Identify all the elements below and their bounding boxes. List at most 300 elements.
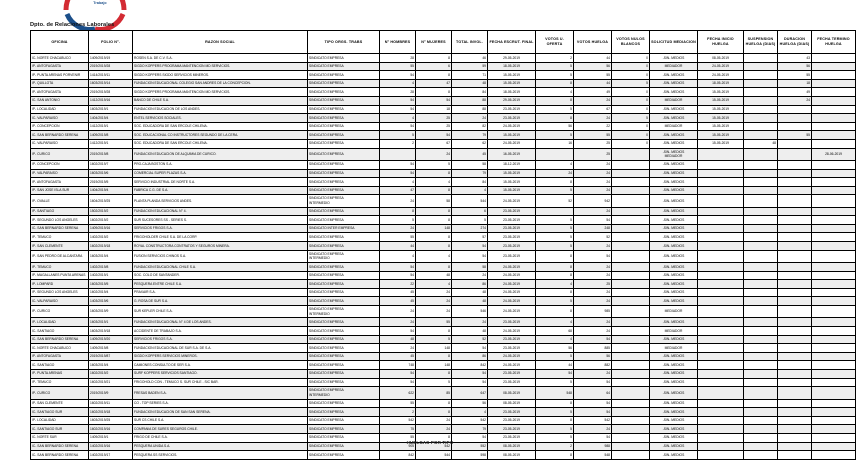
cell-nulos: 0 (612, 71, 650, 80)
cell-duracion (778, 216, 812, 225)
cell-tipo: SINDICATO EMPRESA (308, 88, 380, 97)
table-row[interactable] (31, 186, 856, 195)
cell-votosu: 8 (536, 114, 574, 123)
cell-duracion (778, 318, 812, 327)
cell-tipo: SINDICATO EMPRESA (308, 451, 380, 460)
cell-fechaini: 24-05-2019 (698, 62, 744, 71)
cell-oficina: IP- CURICO (31, 387, 89, 399)
cell-folio: 1409/2019/16 (89, 224, 133, 233)
cell-oficina: IP- SAN PEDRO DE ALCANTARA (31, 250, 89, 262)
cell-suspension (744, 195, 778, 207)
cell-hombres: 55 (380, 399, 416, 408)
cell-fechafin (812, 186, 856, 195)
cell-mujeres: 8 (416, 233, 452, 242)
cell-razon: FUNDACION EDUCACION DE SAN SAN SERENA. (133, 408, 308, 417)
table-row[interactable] (31, 96, 856, 105)
cell-solicitud: -SIN- MEDIOS (650, 216, 698, 225)
cell-tipo: SINDICATO EMPRESA (308, 408, 380, 417)
cell-votosu: 24 (536, 169, 574, 178)
cell-razon: PESQUERA SS SERVICIOS. (133, 451, 308, 460)
cell-folio: 2019/2019/5 (89, 178, 133, 187)
cell-razon: SUR CS CHILE S.A. (133, 416, 308, 425)
table-row[interactable] (31, 378, 856, 387)
cell-mujeres: 24 (416, 148, 452, 160)
cell-fechaini (698, 369, 744, 378)
cell-fechaini (698, 378, 744, 387)
col-header-suspension[interactable]: SUSPENSION HUELGA (DIAS) (744, 31, 778, 54)
cell-fechaesc: 24-05-2019 (488, 361, 536, 370)
cell-duracion (778, 416, 812, 425)
cell-mujeres: 8 (416, 263, 452, 272)
cell-total: 544 (452, 195, 488, 207)
cell-suspension (744, 271, 778, 280)
cell-total: 54 (452, 344, 488, 353)
cell-mujeres: 8 (416, 408, 452, 417)
cell-hombres: 55 (380, 233, 416, 242)
col-header-total[interactable]: TOTAL INVOL. (452, 31, 488, 54)
cell-nulos (612, 148, 650, 160)
cell-fechaini (698, 399, 744, 408)
cell-duracion (778, 122, 812, 131)
cell-tipo: SINDICATO EMPRESA (308, 178, 380, 187)
cell-tipo: SINDICATO EMPRESA (308, 263, 380, 272)
cell-fechafin (812, 207, 856, 216)
table-row[interactable] (31, 105, 856, 114)
cell-tipo: SINDICATO EMPRESA (308, 335, 380, 344)
cell-total: 598 (452, 451, 488, 460)
cell-razon: FUNDACION EDUCACIONAL DE SUR S.A. DE S.A. (133, 344, 308, 353)
cell-total: 54 (452, 369, 488, 378)
cell-total: 5 (452, 216, 488, 225)
cell-suspension (744, 335, 778, 344)
cell-tipo: SINDICATO EMPRESA (308, 62, 380, 71)
col-header-nulos[interactable]: VOTOS NULOS BLANCOS (612, 31, 650, 54)
cell-hombres: 45 (380, 288, 416, 297)
cell-total: 71 (452, 71, 488, 80)
cell-duracion (778, 306, 812, 318)
cell-votosu: 8 (536, 416, 574, 425)
cell-hombres: 24 (380, 344, 416, 353)
cell-mujeres: 85 (416, 387, 452, 399)
table-row[interactable] (31, 327, 856, 336)
cell-razon: SIGDO KOPPERS SIGDO SERVICIOS MINEROS. (133, 71, 308, 80)
cell-votosu: 56 (536, 122, 574, 131)
table-row[interactable] (31, 54, 856, 63)
cell-votosh: 44 (574, 79, 612, 88)
cell-razon: COMERCIAL SUPER PLAZAS S.A. (133, 169, 308, 178)
cell-folio: 1603/2019/4 (89, 250, 133, 262)
cell-votosu: 548 (536, 387, 574, 399)
cell-fechafin (812, 169, 856, 178)
cell-oficina: IP- LOMPARD (31, 280, 89, 289)
cell-fechaesc: 23-05-2019 (488, 216, 536, 225)
cell-razon: CAMIONES CONSULTO DE SER S.A. (133, 361, 308, 370)
cell-duracion: 56 (778, 62, 812, 71)
table-row[interactable] (31, 352, 856, 361)
table-row[interactable] (31, 207, 856, 216)
table-row[interactable] (31, 233, 856, 242)
cell-votosh: 24 (574, 114, 612, 123)
cell-votosh: 542 (574, 416, 612, 425)
cell-fechaini (698, 186, 744, 195)
cell-suspension (744, 263, 778, 272)
col-header-votosh[interactable]: VOTOS HUELGA (574, 31, 612, 54)
cell-mujeres: 148 (416, 344, 452, 353)
table-row[interactable] (31, 416, 856, 425)
cell-solicitud: -SIN- MEDIOS (650, 451, 698, 460)
cell-duracion (778, 263, 812, 272)
cell-oficina: IC- SANTIAGO SUR (31, 425, 89, 434)
table-row[interactable] (31, 160, 856, 169)
table-row[interactable] (31, 425, 856, 434)
cell-oficina: IP- SEGUNDO LOS ANGELES (31, 216, 89, 225)
cell-solicitud: -SIN- MEDIOS (650, 408, 698, 417)
cell-votosh: 885 (574, 344, 612, 353)
cell-fechaini (698, 148, 744, 160)
cell-tipo: SINDICATO EMPRESA (308, 399, 380, 408)
cell-mujeres: 148 (416, 361, 452, 370)
cell-fechaesc: 18-12-2019 (488, 160, 536, 169)
cell-total: 57 (452, 233, 488, 242)
cell-duracion (778, 399, 812, 408)
table-row[interactable] (31, 139, 856, 148)
table-row[interactable] (31, 88, 856, 97)
cell-solicitud: -SIN- MEDIOS (650, 105, 698, 114)
cell-fechaini (698, 250, 744, 262)
cell-tipo: SINDICATO EMPRESA (308, 327, 380, 336)
cell-nulos: 0 (612, 122, 650, 131)
table-row[interactable] (31, 369, 856, 378)
cell-suspension (744, 416, 778, 425)
cell-folio: 1602/2019/7 (89, 160, 133, 169)
cell-fechaesc: 08-05-2019 (488, 387, 536, 399)
table-row[interactable] (31, 335, 856, 344)
cell-fechafin (812, 62, 856, 71)
cell-razon: SERVICIOS FRIGOS S.A. (133, 335, 308, 344)
table-row[interactable] (31, 195, 856, 207)
cell-total: 86 (452, 352, 488, 361)
cell-votosh: 988 (574, 442, 612, 451)
cell-mujeres: 24 (416, 425, 452, 434)
cell-tipo: SINDICATO EMPRESA (308, 186, 380, 195)
cell-oficina: IC- VALPARAISO (31, 297, 89, 306)
cell-hombres: 54 (380, 327, 416, 336)
cell-hombres: 45 (380, 352, 416, 361)
col-header-hombres[interactable]: N° HOMBRES (380, 31, 416, 54)
col-header-folio[interactable]: FOLIO N°. (89, 31, 133, 54)
table-row[interactable] (31, 387, 856, 399)
cell-duracion (778, 105, 812, 114)
cell-fechafin (812, 224, 856, 233)
cell-votosu: 8 (536, 288, 574, 297)
cell-votosu: 5 (536, 216, 574, 225)
table-row[interactable] (31, 318, 856, 327)
cell-fechafin (812, 122, 856, 131)
cell-fechafin (812, 387, 856, 399)
cell-votosu: 54 (536, 369, 574, 378)
cell-folio: 1602/2019/2 (89, 216, 133, 225)
cell-duracion (778, 139, 812, 148)
cell-folio: 1402/2019/2 (89, 233, 133, 242)
cell-solicitud: -SIN- MEDIOS (650, 318, 698, 327)
table-row[interactable] (31, 169, 856, 178)
cell-total: 48 (452, 327, 488, 336)
cell-mujeres: 67 (416, 139, 452, 148)
col-header-tipo[interactable]: TIPO ORGS. TRABS (308, 31, 380, 54)
cell-fechaini (698, 178, 744, 187)
cell-razon: SUR KEPLER CHILE S.A. (133, 306, 308, 318)
cell-total: 542 (452, 416, 488, 425)
cell-votosh: 24 (574, 288, 612, 297)
cell-razon: SOC. EDUCADORA DE SAN ERCOLE CHILENA. (133, 139, 308, 148)
col-header-fechafin[interactable]: FECHA TERMINO HUELGA (812, 31, 856, 54)
cell-votosu: 8 (536, 399, 574, 408)
cell-total: 56 (452, 399, 488, 408)
cell-folio: 1603/2019/6 (89, 169, 133, 178)
cell-fechaesc: 24-05-2019 (488, 327, 536, 336)
table-row[interactable] (31, 79, 856, 88)
cell-fechafin (812, 451, 856, 460)
cell-solicitud: -SIN- MEDIOS (650, 263, 698, 272)
table-row[interactable] (31, 263, 856, 272)
cell-hombres: 75 (380, 425, 416, 434)
col-header-fechaini[interactable]: FECHA INICIO HUELGA (698, 31, 744, 54)
cell-tipo: SINDICATO EMPRESA (308, 169, 380, 178)
cell-fechaesc: 29-05-2019 (488, 96, 536, 105)
cell-oficina: IP- ANTOFAGASTA (31, 88, 89, 97)
cell-votosu: 5 (536, 233, 574, 242)
col-header-oficina[interactable]: OFICINA (31, 31, 89, 54)
cell-votosh: 54 (574, 433, 612, 442)
table-row[interactable] (31, 250, 856, 262)
cell-hombres: 45 (380, 297, 416, 306)
cell-total: 24 (452, 318, 488, 327)
cell-solicitud: -SIN- MEDIOS (650, 288, 698, 297)
cell-razon: FRIGOHOLD CON - TEMUCO S. SUR CHILE - SIC BAR. (133, 378, 308, 387)
cell-duracion (778, 280, 812, 289)
table-row[interactable] (31, 148, 856, 160)
table-row[interactable] (31, 122, 856, 131)
cell-votosu: 2 (536, 54, 574, 63)
cell-solicitud: -SIN- MEDIOS (650, 416, 698, 425)
cell-mujeres: 18 (416, 105, 452, 114)
table-row[interactable] (31, 399, 856, 408)
table-row[interactable] (31, 451, 856, 460)
table-row[interactable] (31, 408, 856, 417)
cell-tipo: SINDICATO EMPRESA INTERMEDIO (308, 387, 380, 399)
col-header-solicitud[interactable]: SOLICITUD MEDIACION (650, 31, 698, 54)
cell-fechaesc: 15-05-2019 (488, 79, 536, 88)
cell-solicitud: -SIN- MEDIOS (650, 54, 698, 63)
cell-hombres: 54 (380, 378, 416, 387)
cell-folio: 2019/2019/9 (89, 387, 133, 399)
cell-total: 88 (452, 105, 488, 114)
cell-solicitud: -SIN- MEDIOS (650, 160, 698, 169)
cell-oficina: IC- SAN ANTONIO (31, 96, 89, 105)
cell-solicitud: -SIN- MEDIOS (650, 361, 698, 370)
cell-nulos (612, 306, 650, 318)
cell-razon: SIGDO KOPPERS PROGRAMA MANTENCION MD SERVICIOS. (133, 62, 308, 71)
cell-hombres: 748 (380, 361, 416, 370)
cell-nulos (612, 361, 650, 370)
cell-votosu: 5 (536, 433, 574, 442)
cell-solicitud: -SIN- MEDIOS (650, 88, 698, 97)
cell-votosh: 54 (574, 250, 612, 262)
cell-fechaesc: 24-05-2019 (488, 195, 536, 207)
cell-hombres: 4 (380, 178, 416, 187)
cell-total: 79 (452, 169, 488, 178)
cell-oficina: IP- CONCEPCION (31, 160, 89, 169)
cell-mujeres: 8 (416, 71, 452, 80)
table-row[interactable] (31, 178, 856, 187)
cell-total: 59 (452, 62, 488, 71)
cell-votosu (536, 207, 574, 216)
cell-total: 4 (452, 186, 488, 195)
cell-suspension (744, 160, 778, 169)
cell-total: 552 (452, 442, 488, 451)
cell-suspension: 48 (744, 139, 778, 148)
logo-text (80, 0, 120, 6)
cell-solicitud: -SIN- MEDIOS (650, 131, 698, 140)
cell-folio: 1603/2019/25 (89, 416, 133, 425)
cell-votosu: 2 (536, 442, 574, 451)
cell-tipo: SINDICATO EMPRESA (308, 114, 380, 123)
cell-nulos: 0 (612, 88, 650, 97)
col-header-duracion[interactable]: DURACION HUELGA (DIAS) (778, 31, 812, 54)
table-row[interactable] (31, 271, 856, 280)
cell-razon: CO - TOP SERIES S.A. (133, 399, 308, 408)
cell-razon: FRESAS BADEN S.A. (133, 387, 308, 399)
table-row[interactable] (31, 297, 856, 306)
cell-total: 46 (452, 54, 488, 63)
cell-suspension (744, 387, 778, 399)
col-header-mujeres[interactable]: N° MUJERES (416, 31, 452, 54)
table-row[interactable] (31, 361, 856, 370)
cell-duracion (778, 344, 812, 353)
cell-total: 84 (452, 88, 488, 97)
col-header-razon[interactable]: RAZON SOCIAL (133, 31, 308, 54)
cell-fechaini (698, 263, 744, 272)
cell-oficina: IP- ANTOFAGASTA (31, 352, 89, 361)
cell-solicitud: -SIN- MEDIOS (650, 271, 698, 280)
cell-nulos: 0 (612, 131, 650, 140)
table-row[interactable] (31, 62, 856, 71)
cell-votosu: 4 (536, 335, 574, 344)
cell-folio: 1603/2019/14 (89, 79, 133, 88)
table-row[interactable] (31, 344, 856, 353)
letterhead (0, 0, 860, 30)
cell-votosu: 4 (536, 318, 574, 327)
cell-votosh: 942 (574, 195, 612, 207)
cell-folio: 1602/2019/18 (89, 242, 133, 251)
cell-mujeres: 54 (416, 131, 452, 140)
cell-nulos (612, 233, 650, 242)
cell-tipo: SINDICATO EMPRESA (308, 280, 380, 289)
cell-total: 24 (452, 114, 488, 123)
cell-suspension (744, 224, 778, 233)
cell-fechaini: 18-05-2019 (698, 79, 744, 88)
cell-duracion: 55 (778, 71, 812, 80)
cell-fechafin (812, 297, 856, 306)
cell-fechafin (812, 139, 856, 148)
cell-votosh: 24 (574, 178, 612, 187)
cell-folio: 1412/2019/1 (89, 122, 133, 131)
cell-fechaini (698, 306, 744, 318)
cell-oficina: IP- SANTIAGO (31, 207, 89, 216)
cell-fechaini (698, 207, 744, 216)
cell-tipo: SINDICATO EMPRESA (308, 96, 380, 105)
cell-solicitud: -SIN- MEDIOS (650, 139, 698, 148)
col-header-votosu[interactable]: VOTOS U. OFERTA (536, 31, 574, 54)
cell-tipo: SINDICATO EMPRESA (308, 318, 380, 327)
cell-duracion (778, 387, 812, 399)
cell-votosh: 24 (574, 96, 612, 105)
cell-oficina: IC- SAN BERNARDO SERENA (31, 131, 89, 140)
cell-nulos: 0 (612, 139, 650, 148)
cell-folio: 2019/2019/87 (89, 352, 133, 361)
table-row[interactable] (31, 216, 856, 225)
cell-tipo: SINDICATO EMPRESA (308, 233, 380, 242)
cell-tipo: SINDICATO EMPRESA (308, 148, 380, 160)
cell-solicitud: MEDIADOR (650, 62, 698, 71)
table-row[interactable] (31, 288, 856, 297)
cell-solicitud: -SIN- MEDIOS (650, 250, 698, 262)
table-row[interactable] (31, 224, 856, 233)
cell-fechaesc: 23-05-2019 (488, 335, 536, 344)
cell-total: 647 (452, 387, 488, 399)
table-row[interactable] (31, 71, 856, 80)
cell-suspension (744, 71, 778, 80)
cell-nulos (612, 186, 650, 195)
cell-fechaesc: 15-05-2019 (488, 71, 536, 80)
cell-mujeres: 8 (416, 186, 452, 195)
cell-fechaini (698, 361, 744, 370)
cell-fechaesc: 23-05-2019 (488, 416, 536, 425)
cell-votosh: 22 (574, 122, 612, 131)
cell-suspension (744, 54, 778, 63)
cell-nulos (612, 250, 650, 262)
cell-solicitud: MEDIADOR (650, 96, 698, 105)
cell-suspension (744, 105, 778, 114)
cell-fechafin (812, 271, 856, 280)
cell-votosu: 5 (536, 186, 574, 195)
cell-votosh: 54 (574, 216, 612, 225)
cell-fechaesc: 23-05-2019 (488, 344, 536, 353)
cell-fechafin (812, 408, 856, 417)
cell-oficina: IC- NORTE CHACABUCO (31, 344, 89, 353)
cell-votosh: 24 (574, 425, 612, 434)
cell-hombres: 4 (380, 114, 416, 123)
col-header-fechaesc[interactable]: FECHA ESCRUT. FINAL (488, 31, 536, 54)
table-row[interactable] (31, 280, 856, 289)
table-row[interactable] (31, 242, 856, 251)
cell-nulos (612, 169, 650, 178)
cell-mujeres: 8 (416, 54, 452, 63)
cell-solicitud: -SIN- MEDIOS (650, 178, 698, 187)
table-row[interactable] (31, 131, 856, 140)
cell-suspension (744, 114, 778, 123)
cell-folio: 1409/2019/8 (89, 344, 133, 353)
footer-label: HUELGAS POR TIPO (406, 440, 454, 445)
cell-hombres: 8 (380, 207, 416, 216)
cell-suspension (744, 344, 778, 353)
cell-tipo: SINDICATO EMPRESA (308, 425, 380, 434)
cell-fechaesc: 24-05-2019 (488, 297, 536, 306)
cell-fechafin (812, 416, 856, 425)
cell-mujeres: 542 (416, 442, 452, 451)
table-row[interactable] (31, 306, 856, 318)
table-row[interactable] (31, 114, 856, 123)
